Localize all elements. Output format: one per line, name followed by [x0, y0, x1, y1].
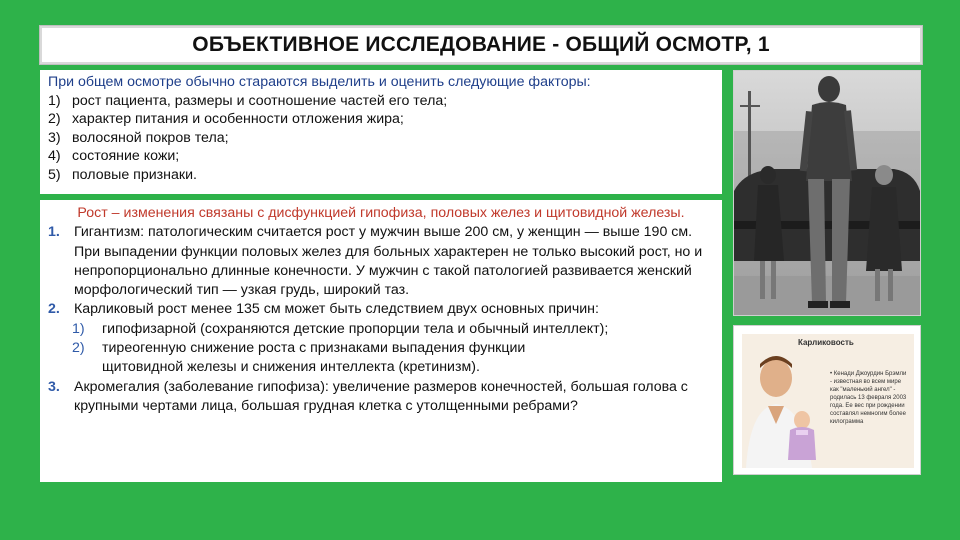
list-item: 2) характер питания и особенности отложения жира; [48, 111, 404, 128]
growth-item-gigantism: 1. Гигантизм: патологическим считается рост у мужчин выше 200 см, у женщин — выше 190 см. При выпадении функции половых желез для больных характерен не только высокий рост, но и непропорционально длинные конечности. У мужчин с такой патологией развивается женский морфологический тип — узкая грудь, широкий таз. [48, 224, 703, 299]
dwarfism-cause-1: 1) гипофизарной (сохраняются детские пропорции тела и обычный интеллект); [72, 320, 609, 337]
growth-panel [40, 200, 722, 482]
dwarfism-cause-2: 2) тиреогенную снижение роста с признаками выпадения функции [72, 340, 526, 357]
list-item: 1) рост пациента, размеры и соотношение частей его тела; [48, 92, 448, 109]
factors-panel [40, 70, 722, 194]
list-item: 4) состояние кожи; [48, 148, 180, 165]
growth-heading: Рост – изменения связаны с дисфункцией гипофиза, половых желез и щитовидной железы. [77, 205, 685, 221]
dwarfism-photo [733, 325, 921, 475]
list-item: 3) волосяной покров тела; [48, 129, 229, 146]
factors-intro: При общем осмотре обычно стараются выделить и оценить следующие факторы: [48, 74, 591, 90]
dwarfism-caption-title: Карликовость [798, 338, 854, 347]
list-item: 5) половые признаки. [48, 166, 197, 183]
gigantism-photo [733, 70, 921, 316]
dwarfism-caption-box [742, 334, 914, 468]
slide-title-box [40, 26, 922, 64]
dwarfism-cause-2-cont: щитовидной железы и снижения интеллекта (кретинизм). [102, 359, 480, 376]
dwarfism-caption-text: • Кенади Джоурдин Брэмли - известная во всем мире как "маленький ангел" - родилась 13 февраля 2003 года. Ее вес при рождении составлял немногим более килограмма [830, 371, 907, 425]
growth-item-dwarfism: 2. Карликовый рост менее 135 см может быть следствием двух основных причин: [48, 301, 599, 318]
slide-title: ОБЪЕКТИВНОЕ ИССЛЕДОВАНИЕ - ОБЩИЙ ОСМОТР, 1 [192, 33, 770, 56]
growth-item-acromegaly: 3. Акромегалия (заболевание гипофиза): увеличение размеров конечностей, большая голова с крупными чертами лица, большая грудная клетка с утолщенными ребрами? [48, 378, 688, 414]
gigantism-photo-image [734, 71, 921, 316]
